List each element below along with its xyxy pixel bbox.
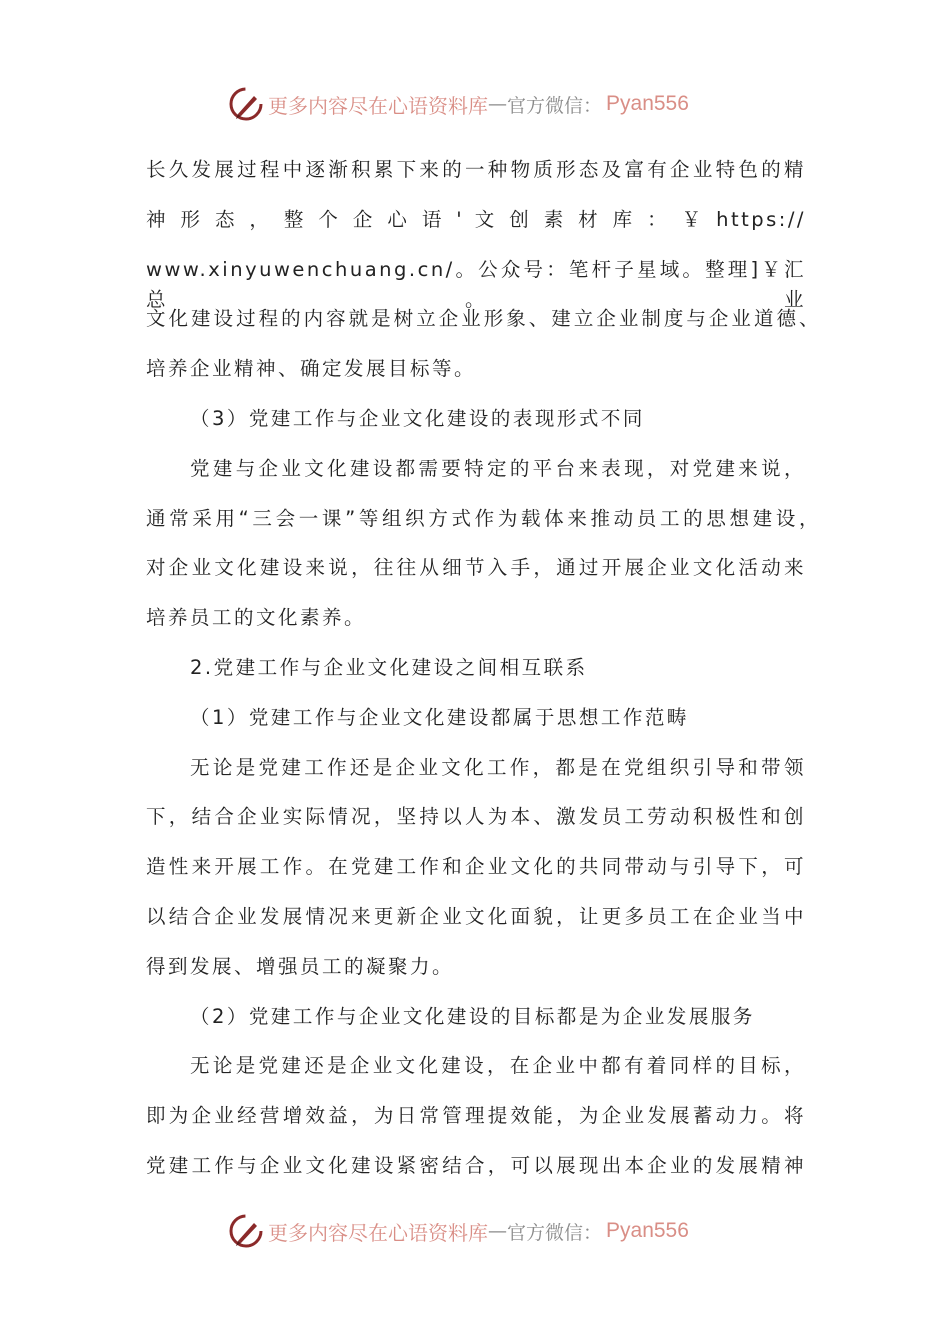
banner-title: 更多内容尽在心语资料库 (268, 93, 488, 118)
header-watermark-banner (228, 86, 689, 122)
pen-logo-icon (228, 86, 264, 122)
text-line: （1）党建工作与企业文化建设都属于思想工作范畴 (190, 705, 689, 729)
text-line: 党建与企业文化建设都需要特定的平台来表现，对党建来说， (190, 456, 806, 480)
banner-dash: — (488, 1220, 507, 1242)
text-line: （3）党建工作与企业文化建设的表现形式不同 (190, 407, 645, 430)
banner-wechat-id: Pyan556 (606, 92, 689, 115)
banner-dash: — (488, 93, 507, 115)
text-line: 得到发展、增强员工的凝聚力。 (146, 954, 455, 978)
text-line: 无论是党建还是企业文化建设，在企业中都有着同样的目标， (190, 1054, 806, 1078)
banner-title: 更多内容尽在心语资料库 (268, 1220, 488, 1245)
text-line: （2）党建工作与企业文化建设的目标都是为企业发展服务 (190, 1004, 755, 1028)
banner-wechat-label: 官方微信： (507, 1221, 603, 1244)
text-line: 2.党建工作与企业文化建设之间相互联系 (190, 656, 588, 679)
text-line: 文化建设过程的内容就是树立企业形象、建立企业制度与企业道德、 (146, 307, 821, 331)
text-line: 长久发展过程中逐渐积累下来的一种物质形态及富有企业特色的精 (146, 158, 806, 181)
banner-wechat-label: 官方微信： (507, 94, 603, 117)
text-line: 无论是党建工作还是企业文化工作，都是在党组织引导和带领 (190, 755, 806, 779)
banner-wechat-id: Pyan556 (606, 1219, 689, 1242)
text-line: 即为企业经营增效益，为日常管理提效能，为企业发展蓄动力。将 (146, 1104, 806, 1128)
text-line: 对企业文化建设来说，往往从细节入手，通过开展企业文化活动来 (146, 556, 806, 580)
text-line: www.xinyuwenchuang.cn/。公众号：笔杆子星域。整理]￥汇总。业 (146, 257, 806, 311)
text-line: 以结合企业发展情况来更新企业文化面貌，让更多员工在企业当中 (146, 905, 806, 928)
text-line: 培养员工的文化素养。 (146, 606, 367, 630)
footer-watermark-banner (228, 1213, 689, 1249)
text-line: 造性来开展工作。在党建工作和企业文化的共同带动与引导下，可 (146, 855, 806, 879)
text-line: 通常采用“三会一课”等组织方式作为载体来推动员工的思想建设， (146, 506, 821, 530)
text-line: 培养企业精神、确定发展目标等。 (146, 357, 477, 381)
text-line: 神 形 态 ， 整 个 企 心 语 ' 文 创 素 材 库 ： ￥ https:// (146, 207, 806, 231)
pen-logo-icon (228, 1213, 264, 1249)
text-line: 党建工作与企业文化建设紧密结合，可以展现出本企业的发展精神 (146, 1154, 806, 1177)
text-line: 下，结合企业实际情况，坚持以人为本、激发员工劳动积极性和创 (146, 805, 806, 829)
